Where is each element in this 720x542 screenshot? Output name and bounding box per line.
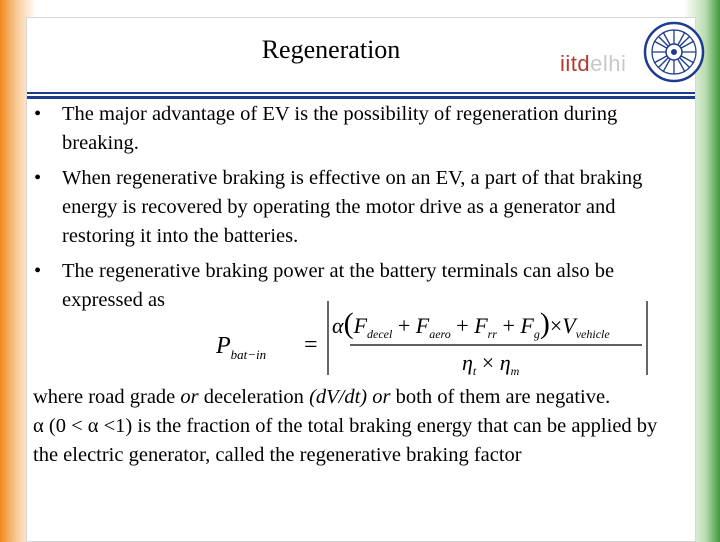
regen-power-formula — [210, 297, 650, 377]
slide — [26, 17, 696, 542]
logo-part-2: elhi — [590, 51, 627, 76]
bullet-item — [31, 164, 671, 251]
bullet-item — [31, 100, 671, 158]
formula-numerator: $\alpha(F_{decel} + F_{aero} + F_{rr} + F_g)\times V_{vehicle}$ — [332, 307, 610, 341]
bullet-text: When regenerative braking is effective on an EV, a part of that braking energy is recovered by operating the motor drive as a generator and restoring it into the batteries. — [62, 167, 643, 247]
bullet-dot-icon: • — [34, 167, 42, 189]
iitdelhi-logo-text — [560, 51, 626, 77]
explanation-line-1: where road grade or deceleration (dV/dt) or both of them are negative. — [33, 386, 611, 408]
title-divider — [27, 92, 695, 99]
logo-part-1: iitd — [560, 51, 591, 76]
bullet-list — [31, 100, 671, 321]
iit-delhi-seal-icon — [643, 21, 705, 83]
formula-lhs: $P_{bat-in}$ — [216, 333, 267, 362]
bullet-text: The regenerative braking power at the battery terminals can also be expressed as — [62, 260, 615, 311]
bullet-dot-icon: • — [34, 260, 42, 282]
formula-denominator: $\eta_t \times \eta_m$ — [462, 350, 520, 377]
explanation-text — [33, 383, 683, 470]
bullet-dot-icon: • — [34, 103, 42, 125]
slide-title: Regeneration — [261, 35, 401, 64]
explanation-line-2: α (0 < α <1) is the fraction of the total braking energy that can be applied by the electric generator, called the regenerative braking factor — [33, 415, 658, 466]
bullet-text: The major advantage of EV is the possibility of regeneration during breaking. — [62, 103, 618, 154]
formula-equals: = — [304, 332, 318, 358]
